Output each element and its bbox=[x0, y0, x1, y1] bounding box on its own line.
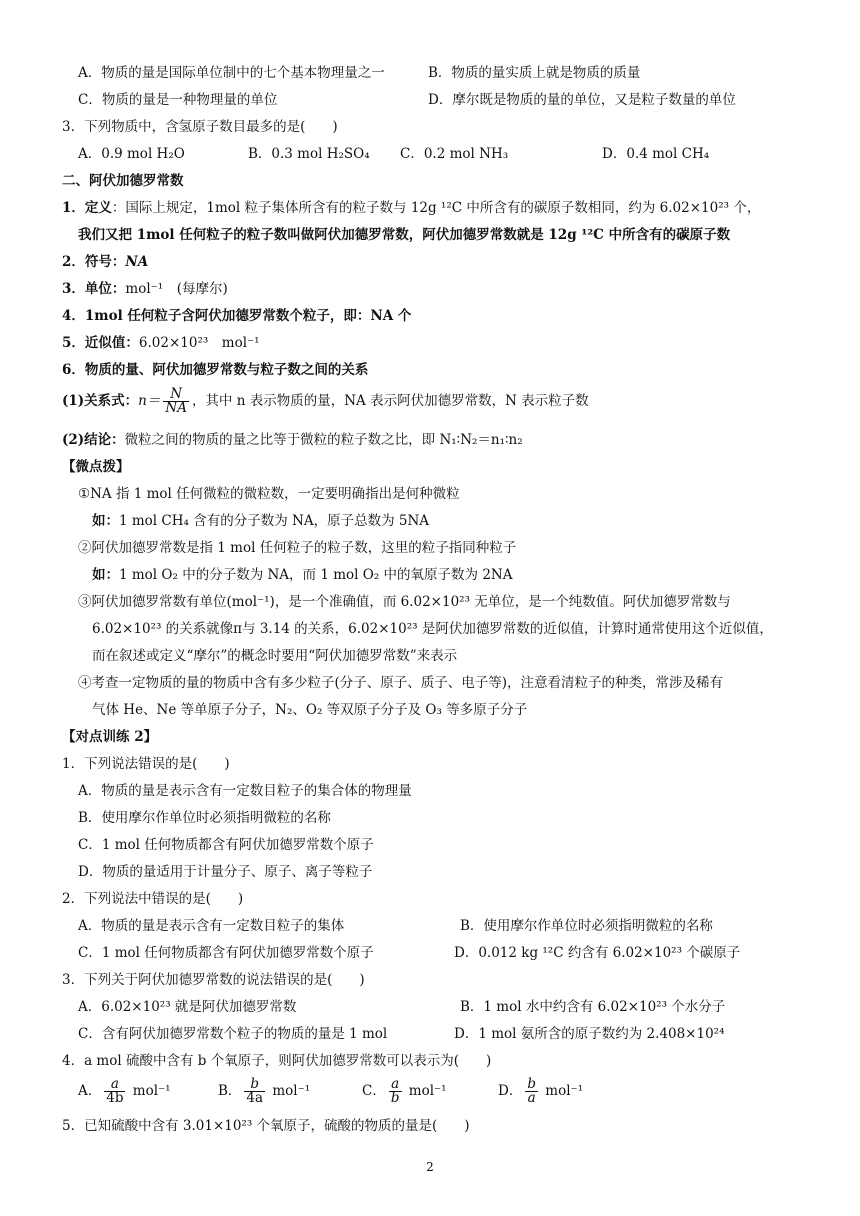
definition-line bbox=[62, 199, 760, 217]
q4-option-a bbox=[78, 1076, 171, 1106]
option-label: D． bbox=[498, 1083, 523, 1099]
q2-option-d: D．0.012 kg ¹²C 约含有 6.02×10²³ 个碳原子 bbox=[454, 945, 741, 961]
tip-3-line-3: 而在叙述或定义“摩尔”的概念时要用“阿伏加德罗常数”来表示 bbox=[92, 648, 458, 664]
q4-option-d bbox=[498, 1076, 583, 1106]
q3-option-d: D．1 mol 氨所含的原子数约为 2.408×10²⁴ bbox=[454, 1026, 725, 1042]
q4-option-b bbox=[218, 1076, 310, 1106]
q1-option-d: D．物质的量适用于计量分子、原子、离子等粒子 bbox=[78, 864, 373, 880]
q1-option-b: B．使用摩尔作单位时必须指明微粒的名称 bbox=[78, 810, 331, 826]
item-4: 4．1mol 任何粒子含阿伏加德罗常数个粒子，即：NA 个 bbox=[62, 308, 412, 324]
fraction-denominator: a bbox=[527, 1090, 536, 1106]
option-unit: mol⁻¹ bbox=[272, 1083, 311, 1099]
tip-2: ②阿伏加德罗常数是指 1 mol 任何粒子的粒子数，这里的粒子指同种粒子 bbox=[78, 540, 517, 556]
tip-3-line-2: 6.02×10²³ 的关系就像π与 3.14 的关系，6.02×10²³ 是阿伏加德罗常数的近似值，计算时通常使用这个近似值， bbox=[92, 621, 773, 637]
section-title: 二、阿伏加德罗常数 bbox=[62, 173, 184, 189]
q1-option-c: C．1 mol 任何物质都含有阿伏加德罗常数个原子 bbox=[78, 837, 374, 853]
fraction-numerator: b bbox=[527, 1076, 536, 1092]
option-unit: mol⁻¹ bbox=[132, 1083, 171, 1099]
fraction-numerator: a bbox=[104, 1078, 125, 1092]
fraction-denominator: NA bbox=[165, 400, 187, 416]
option-a: A．0.9 mol H₂O bbox=[78, 146, 185, 162]
option-label: A． bbox=[78, 1083, 102, 1099]
approx-value: 6.02×10²³ mol⁻¹ bbox=[138, 335, 260, 351]
question-3-stem: 3．下列关于阿伏加德罗常数的说法错误的是( ) bbox=[62, 972, 365, 988]
option-label: C． bbox=[362, 1083, 386, 1099]
tip-3-line-1: ③阿伏加德罗常数有单位(mol⁻¹)，是一个准确值，而 6.02×10²³ 无单位，是一个纯数值。阿伏加德罗常数与 bbox=[78, 594, 731, 610]
symbol-value: NA bbox=[125, 254, 149, 270]
option-fraction bbox=[104, 1078, 125, 1105]
option-unit: mol⁻¹ bbox=[545, 1083, 584, 1099]
example-text: 1 mol O₂ 中的分子数为 NA，而 1 mol O₂ 中的氧原子数为 2NA bbox=[119, 567, 513, 583]
item-6: 6．物质的量、阿伏加德罗常数与粒子数之间的关系 bbox=[62, 362, 369, 378]
q1-option-a: A．物质的量是表示含有一定数目粒子的集合体的物理量 bbox=[78, 783, 412, 799]
example-text: 1 mol CH₄ 含有的分子数为 NA，原子总数为 5NA bbox=[119, 513, 430, 529]
q4-option-c bbox=[362, 1076, 447, 1106]
question-2-stem: 2．下列说法中错误的是( ) bbox=[62, 891, 244, 907]
option-d: D．0.4 mol CH₄ bbox=[602, 146, 710, 162]
conclusion-text: 微粒之间的物质的量之比等于微粒的粒子数之比，即 N₁∶N₂＝n₁∶n₂ bbox=[124, 432, 523, 448]
option-b: B．0.3 mol H₂SO₄ bbox=[248, 146, 370, 162]
relation-fraction bbox=[163, 388, 189, 415]
relation-lhs: n＝ bbox=[138, 393, 161, 409]
page-number: 2 bbox=[426, 1160, 434, 1174]
symbol-line bbox=[62, 253, 148, 271]
question-1-stem: 1．下列说法错误的是( ) bbox=[62, 756, 230, 772]
question-stem: 3．下列物质中，含氢原子数目最多的是( ) bbox=[62, 119, 338, 135]
option-fraction bbox=[525, 1078, 538, 1105]
definition-label: 1．定义 bbox=[62, 200, 112, 216]
option-a: A．物质的量是国际单位制中的七个基本物理量之一 bbox=[78, 65, 385, 81]
question-4-stem: 4．a mol 硫酸中含有 b 个氧原子，则阿伏加德罗常数可以表示为( ) bbox=[62, 1053, 492, 1069]
option-unit: mol⁻¹ bbox=[408, 1083, 447, 1099]
option-c: C．物质的量是一种物理量的单位 bbox=[78, 92, 278, 108]
option-b: B．物质的量实质上就是物质的质量 bbox=[428, 65, 641, 81]
option-fraction bbox=[244, 1078, 265, 1105]
definition-line-2: 我们又把 1mol 任何粒子的粒子数叫做阿伏加德罗常数，阿伏加德罗常数就是 12g ¹²C 中所含有的碳原子数 bbox=[78, 227, 731, 243]
q3-option-c: C．含有阿伏加德罗常数个粒子的物质的量是 1 mol bbox=[78, 1026, 388, 1042]
tip-2-example bbox=[92, 566, 512, 584]
relation-label: (1)关系式： bbox=[62, 393, 139, 409]
unit-value: mol⁻¹ (每摩尔) bbox=[125, 281, 228, 297]
fraction-numerator: b bbox=[244, 1078, 265, 1092]
symbol-label: 2．符号： bbox=[62, 254, 126, 270]
example-label: 如： bbox=[92, 567, 119, 583]
tip-1: ①NA 指 1 mol 任何微粒的微粒数，一定要明确指出是何种微粒 bbox=[78, 486, 460, 502]
approx-label: 5．近似值： bbox=[62, 335, 139, 351]
unit-line bbox=[62, 280, 228, 298]
option-c: C．0.2 mol NH₃ bbox=[400, 146, 509, 162]
approx-line bbox=[62, 334, 260, 352]
q2-option-c: C．1 mol 任何物质都含有阿伏加德罗常数个原子 bbox=[78, 945, 374, 961]
option-label: B． bbox=[218, 1083, 242, 1099]
relation-line bbox=[62, 386, 589, 416]
tips-header: 【微点拨】 bbox=[62, 459, 130, 475]
fraction-numerator: a bbox=[389, 1078, 402, 1092]
fraction-numerator: N bbox=[163, 388, 189, 402]
tip-4-line-1: ④考查一定物质的量的物质中含有多少粒子(分子、原子、质子、电子等)，注意看清粒子的种类，常涉及稀有 bbox=[78, 675, 724, 691]
fraction-denominator: b bbox=[390, 1090, 400, 1106]
q3-option-b: B．1 mol 水中约含有 6.02×10²³ 个水分子 bbox=[460, 999, 726, 1015]
question-5-stem: 5．已知硫酸中含有 3.01×10²³ 个氧原子，硫酸的物质的量是( ) bbox=[62, 1118, 470, 1134]
tip-4-line-2: 气体 He、Ne 等单原子分子，N₂、O₂ 等双原子分子及 O₃ 等多原子分子 bbox=[92, 702, 528, 718]
q2-option-a: A．物质的量是表示含有一定数目粒子的集体 bbox=[78, 918, 345, 934]
q3-option-a: A．6.02×10²³ 就是阿伏加德罗常数 bbox=[78, 999, 297, 1015]
option-fraction bbox=[389, 1078, 402, 1105]
fraction-denominator: 4b bbox=[106, 1090, 124, 1106]
fraction-denominator: 4a bbox=[246, 1090, 264, 1106]
tip-1-example bbox=[92, 512, 429, 530]
training-header: 【对点训练 2】 bbox=[62, 729, 158, 745]
relation-text: ，其中 n 表示物质的量，NA 表示阿伏加德罗常数，N 表示粒子数 bbox=[191, 393, 589, 409]
conclusion-line bbox=[62, 431, 523, 449]
example-label: 如： bbox=[92, 513, 119, 529]
definition-text: ：国际上规定，1mol 粒子集体所含有的粒子数与 12g ¹²C 中所含有的碳原子数相同，约为 6.02×10²³ 个， bbox=[111, 200, 761, 216]
option-d: D．摩尔既是物质的量的单位，又是粒子数量的单位 bbox=[428, 92, 736, 108]
conclusion-label: (2)结论： bbox=[62, 432, 125, 448]
q2-option-b: B．使用摩尔作单位时必须指明微粒的名称 bbox=[460, 918, 713, 934]
unit-label: 3．单位： bbox=[62, 281, 126, 297]
